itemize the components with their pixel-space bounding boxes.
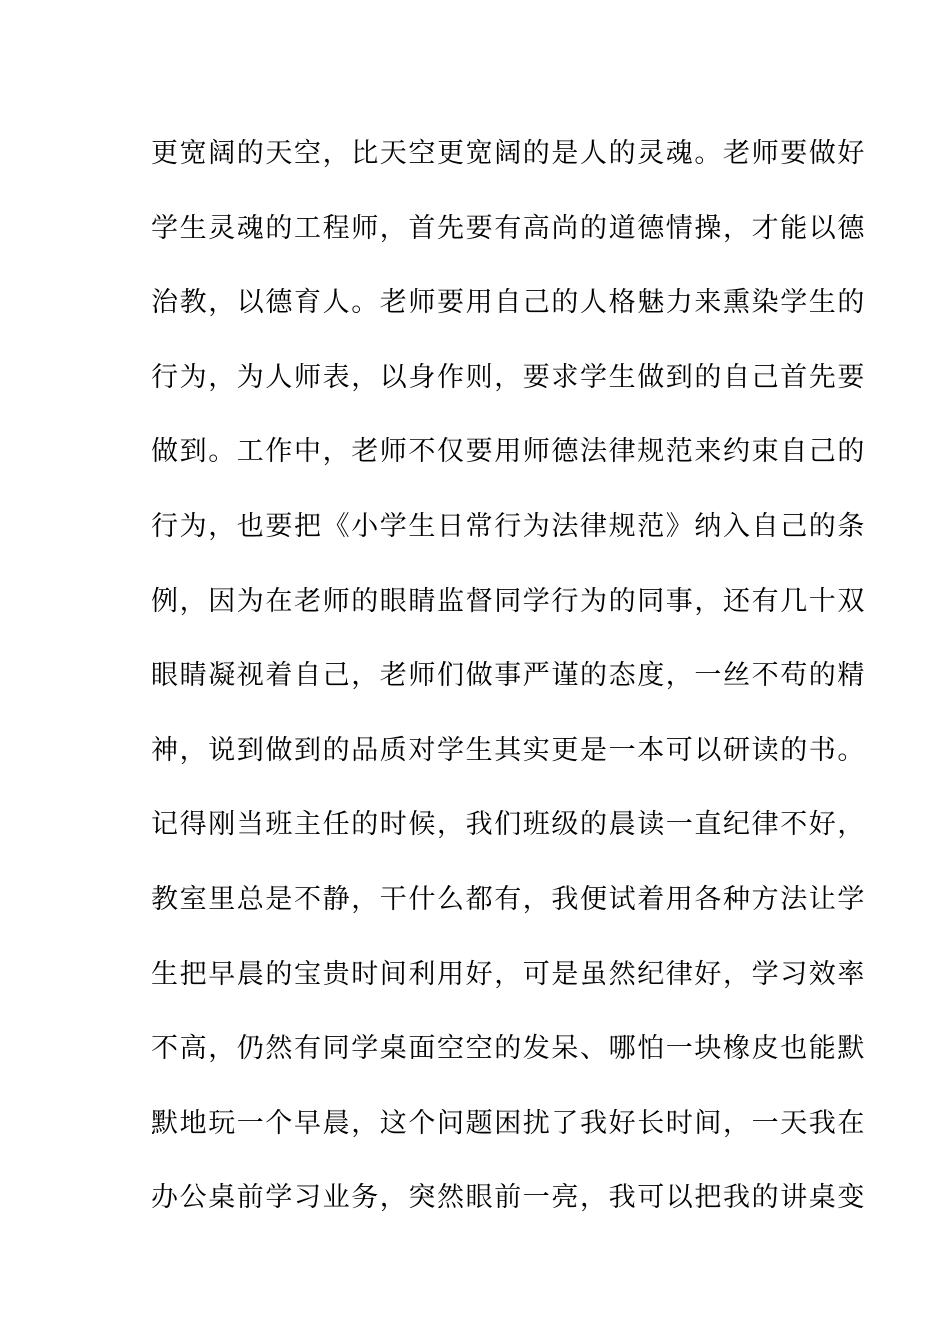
text-line: 记得刚当班主任的时候，我们班级的晨读一直纪律不好，: [151, 809, 866, 841]
text-line: 例，因为在老师的眼睛监督同学行为的同事，还有几十双: [151, 585, 866, 617]
body-text: [151, 126, 866, 1245]
text-line: 做到。工作中，老师不仅要用师德法律规范来约束自己的: [151, 436, 866, 468]
text-line: 办公桌前学习业务，突然眼前一亮，我可以把我的讲桌变: [151, 1182, 866, 1214]
text-line: 不高，仍然有同学桌面空空的发呆、哪怕一块橡皮也能默: [151, 1033, 866, 1065]
text-line: 教室里总是不静，干什么都有，我便试着用各种方法让学: [151, 883, 866, 915]
text-line: 生把早晨的宝贵时间利用好，可是虽然纪律好，学习效率: [151, 958, 866, 990]
text-line: 神，说到做到的品质对学生其实更是一本可以研读的书。: [151, 734, 866, 766]
text-line: 默地玩一个早晨，这个问题困扰了我好长时间，一天我在: [151, 1107, 866, 1139]
text-line: 眼睛凝视着自己，老师们做事严谨的态度，一丝不苟的精: [151, 660, 866, 692]
text-line: 更宽阔的天空，比天空更宽阔的是人的灵魂。老师要做好: [151, 138, 866, 169]
text-line: 治教，以德育人。老师要用自己的人格魅力来熏染学生的: [151, 287, 866, 319]
text-line: 学生灵魂的工程师，首先要有高尚的道德情操，才能以德: [151, 212, 866, 244]
text-line: 行为，也要把《小学生日常行为法律规范》纳入自己的条: [151, 510, 866, 542]
text-line: 行为，为人师表，以身作则，要求学生做到的自己首先要: [151, 361, 866, 393]
